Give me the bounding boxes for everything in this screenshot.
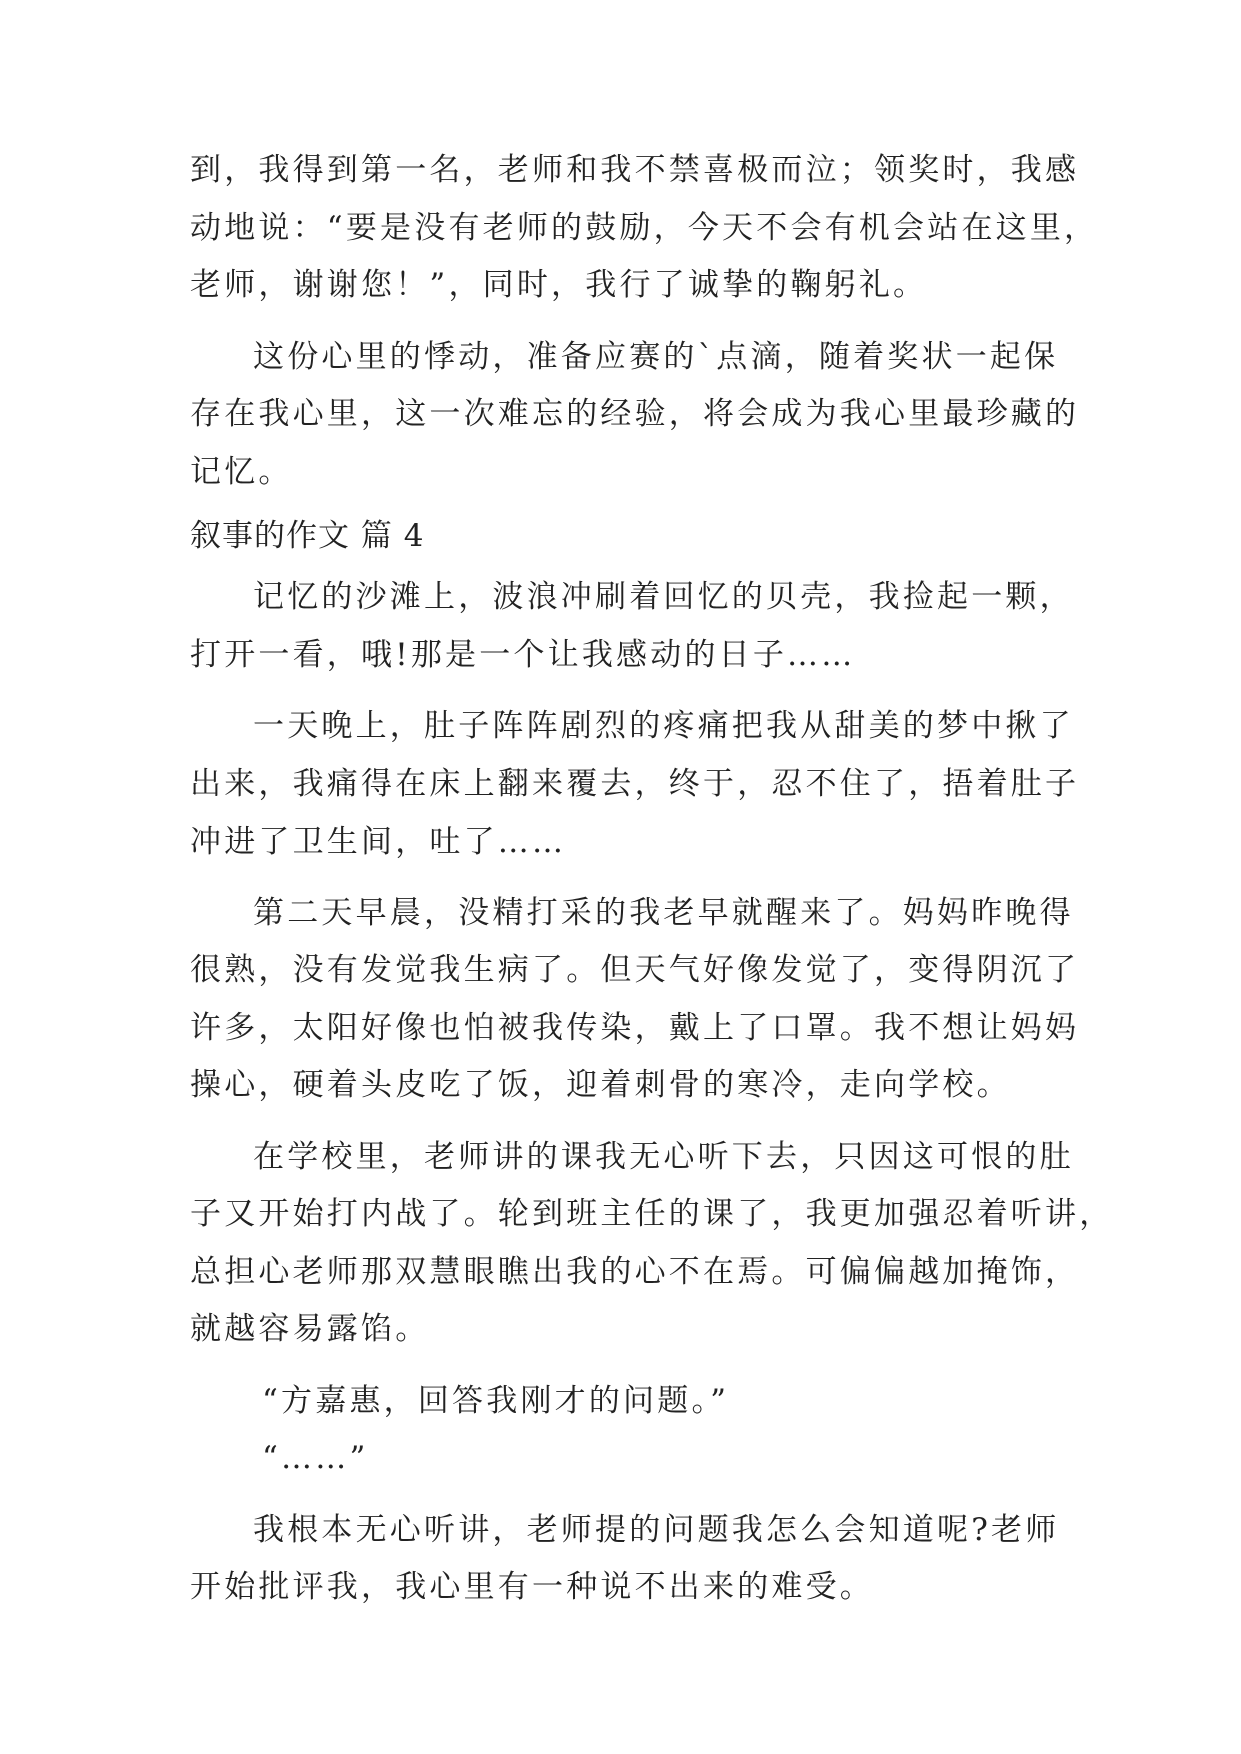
text-line: 冲进了卫生间，吐了…… bbox=[190, 824, 567, 860]
dialogue-line: “……” bbox=[262, 1440, 369, 1476]
paragraph-start-line: 记忆的沙滩上，波浪冲刷着回忆的贝壳，我捡起一颗， bbox=[253, 579, 1074, 615]
text-line: 出来，我痛得在床上翻来覆去，终于，忍不住了，捂着肚子 bbox=[190, 766, 1080, 802]
dialogue-line: “方嘉惠，回答我刚才的问题。” bbox=[262, 1383, 730, 1419]
text-line: 就越容易露馅。 bbox=[190, 1311, 430, 1347]
text-line: 子又开始打内战了。轮到班主任的课了，我更加强忍着听讲， bbox=[190, 1196, 1114, 1232]
paragraph-start-line: 第二天早晨，没精打采的我老早就醒来了。妈妈昨晚得 bbox=[253, 895, 1074, 931]
text-line: 开始批评我，我心里有一种说不出来的难受。 bbox=[190, 1569, 874, 1605]
text-line: 总担心老师那双慧眼瞧出我的心不在焉。可偏偏越加掩饰， bbox=[190, 1254, 1080, 1290]
text-line: 老师，谢谢您！”，同时，我行了诚挚的鞠躬礼。 bbox=[190, 267, 928, 303]
section-heading: 叙事的作文 篇 4 bbox=[190, 518, 425, 554]
text-line: 操心，硬着头皮吃了饭，迎着刺骨的寒冷，走向学校。 bbox=[190, 1067, 1011, 1103]
text-line: 记忆。 bbox=[190, 454, 293, 490]
text-line: 到，我得到第一名，老师和我不禁喜极而泣；领奖时，我感 bbox=[190, 152, 1080, 188]
paragraph-start-line: 我根本无心听讲，老师提的问题我怎么会知道呢?老师 bbox=[253, 1512, 1060, 1548]
paragraph-start-line: 在学校里，老师讲的课我无心听下去，只因这可恨的肚 bbox=[253, 1139, 1074, 1175]
text-line: 动地说：“要是没有老师的鼓励，今天不会有机会站在这里， bbox=[190, 210, 1099, 246]
text-line: 打开一看，哦!那是一个让我感动的日子…… bbox=[190, 637, 856, 673]
text-line: 许多，太阳好像也怕被我传染，戴上了口罩。我不想让妈妈 bbox=[190, 1010, 1080, 1046]
text-line: 很熟，没有发觉我生病了。但天气好像发觉了，变得阴沉了 bbox=[190, 952, 1080, 988]
paragraph-start-line: 这份心里的悸动，准备应赛的`点滴，随着奖状一起保 bbox=[253, 339, 1059, 375]
paragraph-start-line: 一天晚上，肚子阵阵剧烈的疼痛把我从甜美的梦中揪了 bbox=[253, 708, 1074, 744]
text-line: 存在我心里，这一次难忘的经验，将会成为我心里最珍藏的 bbox=[190, 396, 1080, 432]
